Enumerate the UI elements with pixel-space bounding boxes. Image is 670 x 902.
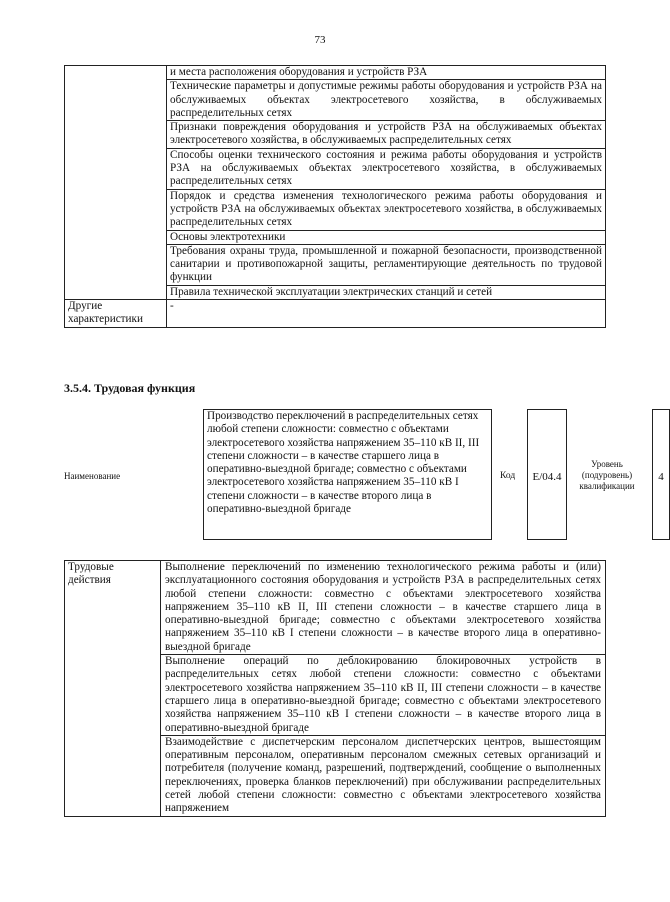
row-label-cell (65, 66, 167, 300)
level-box (652, 409, 670, 540)
table-row (65, 561, 606, 655)
code-value: E/04.4 (532, 471, 562, 483)
other-characteristics-label: Другие характеристики (65, 300, 167, 328)
knowledge-item: Порядок и средства изменения технологического режима работы оборудования и устройств РЗА на обслуживаемых объектах электросетевого хозяйства, в обслуживаемых распределительных сетях (167, 189, 606, 230)
table-row (65, 66, 606, 80)
level-value: 4 (658, 471, 664, 483)
labor-actions-table (64, 560, 606, 817)
knowledge-item: Признаки повреждения оборудования и устройств РЗА на обслуживаемых объектах электросетевого хозяйства, в обслуживаемых распределительных сетях (167, 121, 606, 149)
table-row (65, 300, 606, 328)
labor-actions-label: Трудовые действия (65, 561, 161, 817)
knowledge-item: и места расположения оборудования и устройств РЗА (167, 66, 606, 80)
page-number: 73 (314, 34, 326, 46)
knowledge-item: Способы оценки технического состояния и режима работы оборудования и устройств РЗА на обслуживаемых объектах электросетевого хозяйства, в обслуживаемых распределительных сетях (167, 148, 606, 189)
labor-function-header (64, 409, 664, 544)
other-characteristics-value: - (167, 300, 606, 328)
name-label: Наименование (64, 471, 121, 481)
knowledge-item: Требования охраны труда, промышленной и пожарной безопасности, производственной санитарии и противопожарной защиты, регламентирующие деятельность по трудовой функции (167, 244, 606, 285)
code-label: Код (500, 471, 516, 481)
knowledge-item: Правила технической эксплуатации электрических станций и сетей (167, 285, 606, 299)
labor-action-item: Выполнение операций по деблокированию блокировочных устройств в распределительных сетях любой степени сложности: совместно с объектами электросетевого хозяйства напряжением 35–110 кВ II, III степени сложности – в качестве старшего лица в оперативно-выездной бригаде; совместно с объектами электросетевого хозяйства напряжением 35–110 кВ I степени сложности – в качестве второго лица в оперативно-выездной бригаде (161, 655, 606, 736)
labor-action-item: Взаимодействие с диспетчерским персоналом диспетчерских центров, вышестоящим оперативным персоналом, оперативным персоналом смежных сетевых организаций и потребителя (получение команд, разрешений, подтверждений, сообщение о выполненных переключениях, проверка бланков переключений) при обслуживании распределительных сетей любой степени сложности: совместно с объектами электросетевого хозяйства напряжением (161, 735, 606, 816)
knowledge-item: Основы электротехники (167, 230, 606, 244)
knowledge-table (64, 65, 606, 328)
knowledge-item: Технические параметры и допустимые режимы работы оборудования и устройств РЗА на обслуживаемых объектах электросетевого хозяйства, в обслуживаемых распределительных сетях (167, 80, 606, 121)
labor-action-item: Выполнение переключений по изменению технологического режима работы и (или) эксплуатационного состояния оборудования и устройств РЗА в распределительных сетях любой степени сложности: совместно с объектами электросетевого хозяйства напряжением 35–110 кВ II, III степени сложности – в качестве старшего лица в оперативно-выездной бригаде; совместно с объектами электросетевого хозяйства напряжением 35–110 кВ I степени сложности – в качестве второго лица в оперативно-выездной бригаде (161, 561, 606, 655)
section-title: 3.5.4. Трудовая функция (64, 381, 196, 395)
code-box (527, 409, 567, 540)
level-label: Уровень (подуровень) квалификации (579, 459, 635, 491)
labor-function-name: Производство переключений в распределительных сетях любой степени сложности: совместно с объектами электросетевого хозяйства напряжением 35–110 кВ II, III степени сложности – в качестве старшего лица в оперативно-выездной бригаде; совместно с объектами электросетевого хозяйства напряжением 35–110 кВ I степени сложности – в качестве второго лица в оперативно-выездной бригаде (203, 409, 492, 540)
